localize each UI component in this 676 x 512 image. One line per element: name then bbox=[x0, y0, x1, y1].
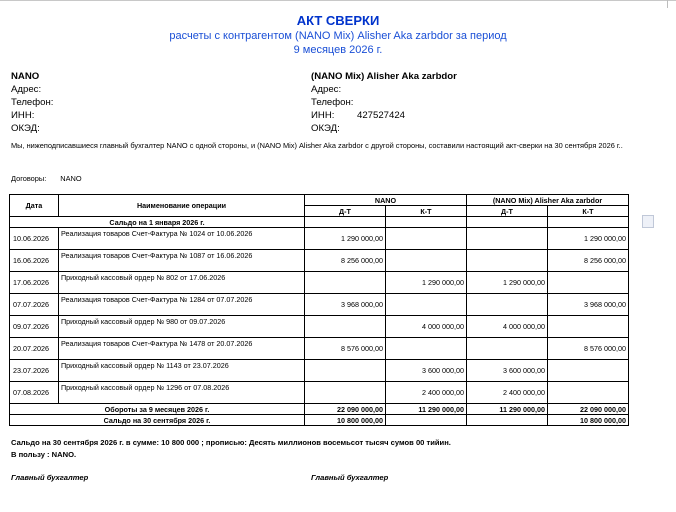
opening-balance-label: Сальдо на 1 января 2026 г. bbox=[10, 217, 305, 228]
cell-left-credit bbox=[386, 294, 467, 316]
table-row bbox=[10, 272, 629, 294]
cell-operation: Реализация товаров Счет-Фактура № 1024 от 10.06.2026 bbox=[59, 228, 305, 250]
page-corner-mark bbox=[667, 0, 668, 8]
turnover-label: Обороты за 9 месяцев 2026 г. bbox=[10, 404, 305, 415]
col-header-right-debit: Д-Т bbox=[467, 206, 548, 217]
cell-right-credit bbox=[548, 316, 629, 338]
cell-operation: Реализация товаров Счет-Фактура № 1478 от 20.07.2026 bbox=[59, 338, 305, 360]
cell-left-credit: 4 000 000,00 bbox=[386, 316, 467, 338]
party-right-okzd-label: ОКЭД: bbox=[311, 123, 340, 134]
closing-right-credit: 10 800 000,00 bbox=[548, 415, 629, 426]
in-favor-line: В пользу : NANO. bbox=[11, 450, 77, 459]
party-right-inn-value: 427527424 bbox=[357, 110, 406, 121]
opening-right-credit bbox=[548, 217, 629, 228]
cell-date: 07.08.2026 bbox=[10, 382, 59, 404]
party-left-inn-label: ИНН: bbox=[11, 110, 35, 121]
opening-right-debit bbox=[467, 217, 548, 228]
party-right-address-label: Адрес: bbox=[311, 84, 342, 95]
cell-left-debit: 8 256 000,00 bbox=[305, 250, 386, 272]
col-header-operation: Наименование операции bbox=[59, 195, 305, 217]
cell-left-debit: 8 576 000,00 bbox=[305, 338, 386, 360]
cell-left-credit bbox=[386, 228, 467, 250]
signature-right-label: Главный бухгалтер bbox=[311, 473, 389, 482]
col-header-left-credit: К-Т bbox=[386, 206, 467, 217]
cell-right-credit: 3 968 000,00 bbox=[548, 294, 629, 316]
party-left-name: NANO bbox=[11, 71, 40, 82]
cell-left-debit: 3 968 000,00 bbox=[305, 294, 386, 316]
cell-right-debit bbox=[467, 228, 548, 250]
document-period: 9 месяцев 2026 г. bbox=[293, 44, 383, 56]
party-left-phone-label: Телефон: bbox=[11, 97, 54, 108]
signature-left-label: Главный бухгалтер bbox=[11, 473, 89, 482]
party-left-address-label: Адрес: bbox=[11, 84, 42, 95]
cell-right-credit: 1 290 000,00 bbox=[548, 228, 629, 250]
party-right-name: (NANO Mix) Alisher Aka zarbdor bbox=[311, 71, 457, 82]
cell-date: 23.07.2026 bbox=[10, 360, 59, 382]
party-right bbox=[311, 70, 457, 135]
party-left-okzd-label: ОКЭД: bbox=[11, 123, 40, 134]
cell-left-credit bbox=[386, 338, 467, 360]
table-row bbox=[10, 360, 629, 382]
cell-operation: Реализация товаров Счет-Фактура № 1087 от 16.06.2026 bbox=[59, 250, 305, 272]
closing-left-debit: 10 800 000,00 bbox=[305, 415, 386, 426]
turnover-row bbox=[10, 404, 629, 415]
table-row bbox=[10, 382, 629, 404]
turnover-left-debit: 22 090 000,00 bbox=[305, 404, 386, 415]
cell-right-debit: 2 400 000,00 bbox=[467, 382, 548, 404]
reconciliation-table bbox=[9, 194, 629, 426]
cell-right-credit: 8 256 000,00 bbox=[548, 250, 629, 272]
closing-balance-label: Сальдо на 30 сентября 2026 г. bbox=[10, 415, 305, 426]
col-group-left: NANO bbox=[305, 195, 467, 206]
balance-summary-line: Сальдо на 30 сентября 2026 г. в сумме: 10 800 000 ; прописью: Десять миллионов восемьсот тысяч сумов 00 тийин. bbox=[11, 438, 451, 447]
turnover-left-credit: 11 290 000,00 bbox=[386, 404, 467, 415]
contracts-line bbox=[11, 174, 82, 183]
cell-right-debit bbox=[467, 294, 548, 316]
cell-right-credit: 8 576 000,00 bbox=[548, 338, 629, 360]
party-right-inn-label: ИНН: bbox=[311, 110, 335, 121]
cell-operation: Приходный кассовый ордер № 802 от 17.06.2026 bbox=[59, 272, 305, 294]
cell-left-debit: 1 290 000,00 bbox=[305, 228, 386, 250]
cell-right-credit bbox=[548, 382, 629, 404]
cell-operation: Приходный кассовый ордер № 1143 от 23.07.2026 bbox=[59, 360, 305, 382]
contracts-value: NANO bbox=[60, 174, 82, 183]
cell-operation: Реализация товаров Счет-Фактура № 1284 от 07.07.2026 bbox=[59, 294, 305, 316]
opening-left-credit bbox=[386, 217, 467, 228]
cell-left-debit bbox=[305, 316, 386, 338]
party-right-phone-label: Телефон: bbox=[311, 97, 354, 108]
cell-left-debit bbox=[305, 360, 386, 382]
cell-right-debit: 4 000 000,00 bbox=[467, 316, 548, 338]
turnover-right-debit: 11 290 000,00 bbox=[467, 404, 548, 415]
party-left bbox=[11, 70, 53, 135]
turnover-right-credit: 22 090 000,00 bbox=[548, 404, 629, 415]
document-subtitle: расчеты с контрагентом (NANO Mix) Alisher Aka zarbdor за период bbox=[169, 30, 507, 42]
table-row bbox=[10, 228, 629, 250]
cell-left-credit: 2 400 000,00 bbox=[386, 382, 467, 404]
opening-left-debit bbox=[305, 217, 386, 228]
cell-date: 10.06.2026 bbox=[10, 228, 59, 250]
cell-left-credit: 3 600 000,00 bbox=[386, 360, 467, 382]
closing-balance-row bbox=[10, 415, 629, 426]
table-row bbox=[10, 338, 629, 360]
cell-left-credit: 1 290 000,00 bbox=[386, 272, 467, 294]
cell-right-credit bbox=[548, 360, 629, 382]
cell-left-debit bbox=[305, 272, 386, 294]
document-title: АКТ СВЕРКИ bbox=[296, 13, 380, 28]
col-group-right: (NANO Mix) Alisher Aka zarbdor bbox=[467, 195, 629, 206]
col-header-date: Дата bbox=[10, 195, 59, 217]
cell-operation: Приходный кассовый ордер № 980 от 09.07.2026 bbox=[59, 316, 305, 338]
table-row bbox=[10, 316, 629, 338]
col-header-left-debit: Д-Т bbox=[305, 206, 386, 217]
cell-right-debit: 1 290 000,00 bbox=[467, 272, 548, 294]
cell-date: 07.07.2026 bbox=[10, 294, 59, 316]
closing-left-credit bbox=[386, 415, 467, 426]
contracts-label: Договоры: bbox=[11, 174, 47, 183]
cell-right-debit bbox=[467, 250, 548, 272]
cell-right-debit bbox=[467, 338, 548, 360]
page-top-border bbox=[0, 0, 676, 1]
cell-left-debit bbox=[305, 382, 386, 404]
table-row bbox=[10, 250, 629, 272]
cell-selection-marker bbox=[642, 215, 654, 228]
cell-right-credit bbox=[548, 272, 629, 294]
intro-paragraph: Мы, нижеподписавшиеся главный бухгалтер NANO с одной стороны, и (NANO Mix) Alisher Aka zarbdor с другой стороны, составили настоящий акт-сверки на 30 сентября 2026 г.. bbox=[11, 141, 623, 150]
cell-operation: Приходный кассовый ордер № 1296 от 07.08.2026 bbox=[59, 382, 305, 404]
cell-right-debit: 3 600 000,00 bbox=[467, 360, 548, 382]
cell-date: 20.07.2026 bbox=[10, 338, 59, 360]
closing-right-debit bbox=[467, 415, 548, 426]
col-header-right-credit: К-Т bbox=[548, 206, 629, 217]
table-row bbox=[10, 294, 629, 316]
opening-balance-row bbox=[10, 217, 629, 228]
party-right-inn-row bbox=[311, 109, 457, 122]
cell-date: 09.07.2026 bbox=[10, 316, 59, 338]
cell-left-credit bbox=[386, 250, 467, 272]
cell-date: 16.06.2026 bbox=[10, 250, 59, 272]
cell-date: 17.06.2026 bbox=[10, 272, 59, 294]
